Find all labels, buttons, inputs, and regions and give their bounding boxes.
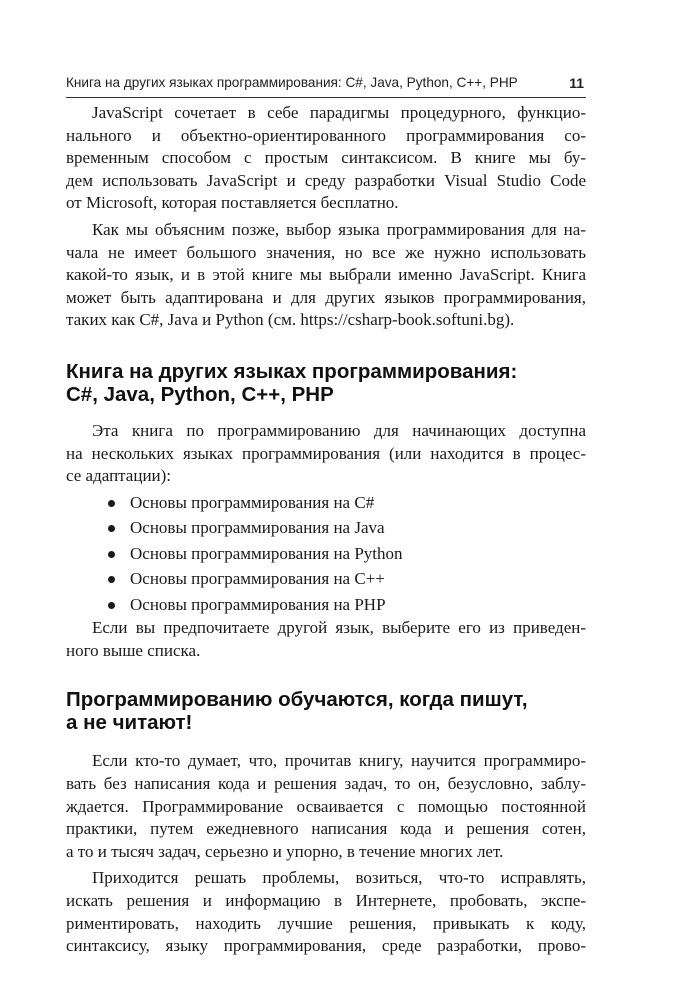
paragraph-line: JavaScript сочетает в себе парадигмы процедурного, функцио- — [92, 103, 586, 122]
paragraph-practice — [66, 750, 586, 863]
paragraph-outro — [66, 617, 586, 662]
paragraph-line: практики, путем ежедневного написания кода и решения сотен, — [66, 819, 586, 839]
section-heading-other-languages — [66, 360, 586, 406]
heading-line: C#, Java, Python, C++, PHP — [66, 382, 334, 406]
page-number: 11 — [569, 75, 584, 91]
section-heading-learn-by-writing — [66, 688, 586, 734]
paragraph-line: может быть адаптирована и для других языков программирования, — [66, 287, 586, 307]
paragraph-line: таких как C#, Java и Python (см. https://csharp-book.softuni.bg). — [66, 310, 515, 330]
paragraph-line: риментировать, находить лучшие решения, привыкать к коду, — [66, 913, 586, 933]
list-item-label: Основы программирования на C# — [130, 492, 375, 512]
paragraph-javascript — [66, 102, 586, 215]
list-item-label: Основы программирования на Python — [130, 543, 403, 563]
paragraph-intro — [66, 420, 586, 488]
bullet-icon — [108, 602, 115, 609]
list-item-label: Основы программирования на PHP — [130, 594, 386, 614]
paragraph-line: Эта книга по программированию для начинающих доступна — [92, 420, 586, 440]
paragraph-line: Если вы предпочитаете другой язык, выберите его из приведен- — [92, 618, 586, 638]
book-page — [66, 0, 586, 1000]
list-item — [66, 566, 586, 592]
paragraph-line: се адаптации): — [66, 466, 172, 486]
paragraph-line: от Microsoft, которая поставляется бесплатно. — [66, 193, 399, 213]
heading-line: Программированию обучаются, когда пишут, — [66, 688, 528, 712]
paragraph-line: временным способом с простым синтаксисом. В книге мы бу- — [66, 148, 586, 168]
bullet-icon — [108, 551, 115, 558]
paragraph-line: ждается. Программирование осваивается с помощью постоянной — [66, 796, 586, 816]
paragraph-language-choice — [66, 219, 586, 332]
list-item — [66, 490, 586, 516]
paragraph-line: вать без написания кода и решения задач, то он, безусловно, заблу- — [66, 774, 586, 793]
list-item — [66, 515, 586, 541]
paragraph-line: синтаксису, языку программирования, среде разработки, прово- — [66, 936, 586, 956]
paragraph-line: чала не имеет большого значения, но все же нужно использовать — [66, 242, 586, 262]
list-item-label: Основы программирования на Java — [130, 518, 385, 538]
bullet-icon — [108, 576, 115, 583]
list-item — [66, 592, 586, 618]
bullet-icon — [108, 525, 115, 532]
list-item — [66, 541, 586, 567]
paragraph-line: какой-то язык, и в этой книге мы выбрали именно JavaScript. Книга — [66, 265, 586, 285]
paragraph-line: дем использовать JavaScript и среду разработки Visual Studio Code — [66, 170, 586, 190]
paragraph-line: а то и тысяч задач, серьезно и упорно, в течение многих лет. — [66, 841, 504, 861]
bullet-icon — [108, 500, 115, 507]
paragraph-line: ного выше списка. — [66, 640, 201, 660]
paragraph-line: Приходится решать проблемы, возиться, что-то исправлять, — [92, 868, 586, 888]
language-list — [66, 490, 586, 618]
paragraph-problems — [66, 867, 586, 957]
paragraph-line: нального и объектно-ориентированного программирования со- — [66, 125, 586, 145]
paragraph-line: Если кто-то думает, что, прочитав книгу, научится программиро- — [92, 751, 586, 771]
running-header-title: Книга на других языках программирования: C#, Java, Python, C++, PHP — [66, 75, 518, 90]
heading-line: а не читают! — [66, 711, 193, 735]
header-divider — [66, 97, 586, 98]
paragraph-line: на нескольких языках программирования (или находится в процес- — [66, 443, 586, 463]
running-header — [66, 70, 586, 96]
page-body — [66, 100, 586, 958]
heading-line: Книга на других языках программирования: — [66, 359, 518, 383]
paragraph-line: Как мы объясним позже, выбор языка программирования для на- — [92, 219, 586, 239]
paragraph-line: искать решения и информацию в Интернете, пробовать, экспе- — [66, 890, 586, 910]
list-item-label: Основы программирования на C++ — [130, 569, 385, 589]
